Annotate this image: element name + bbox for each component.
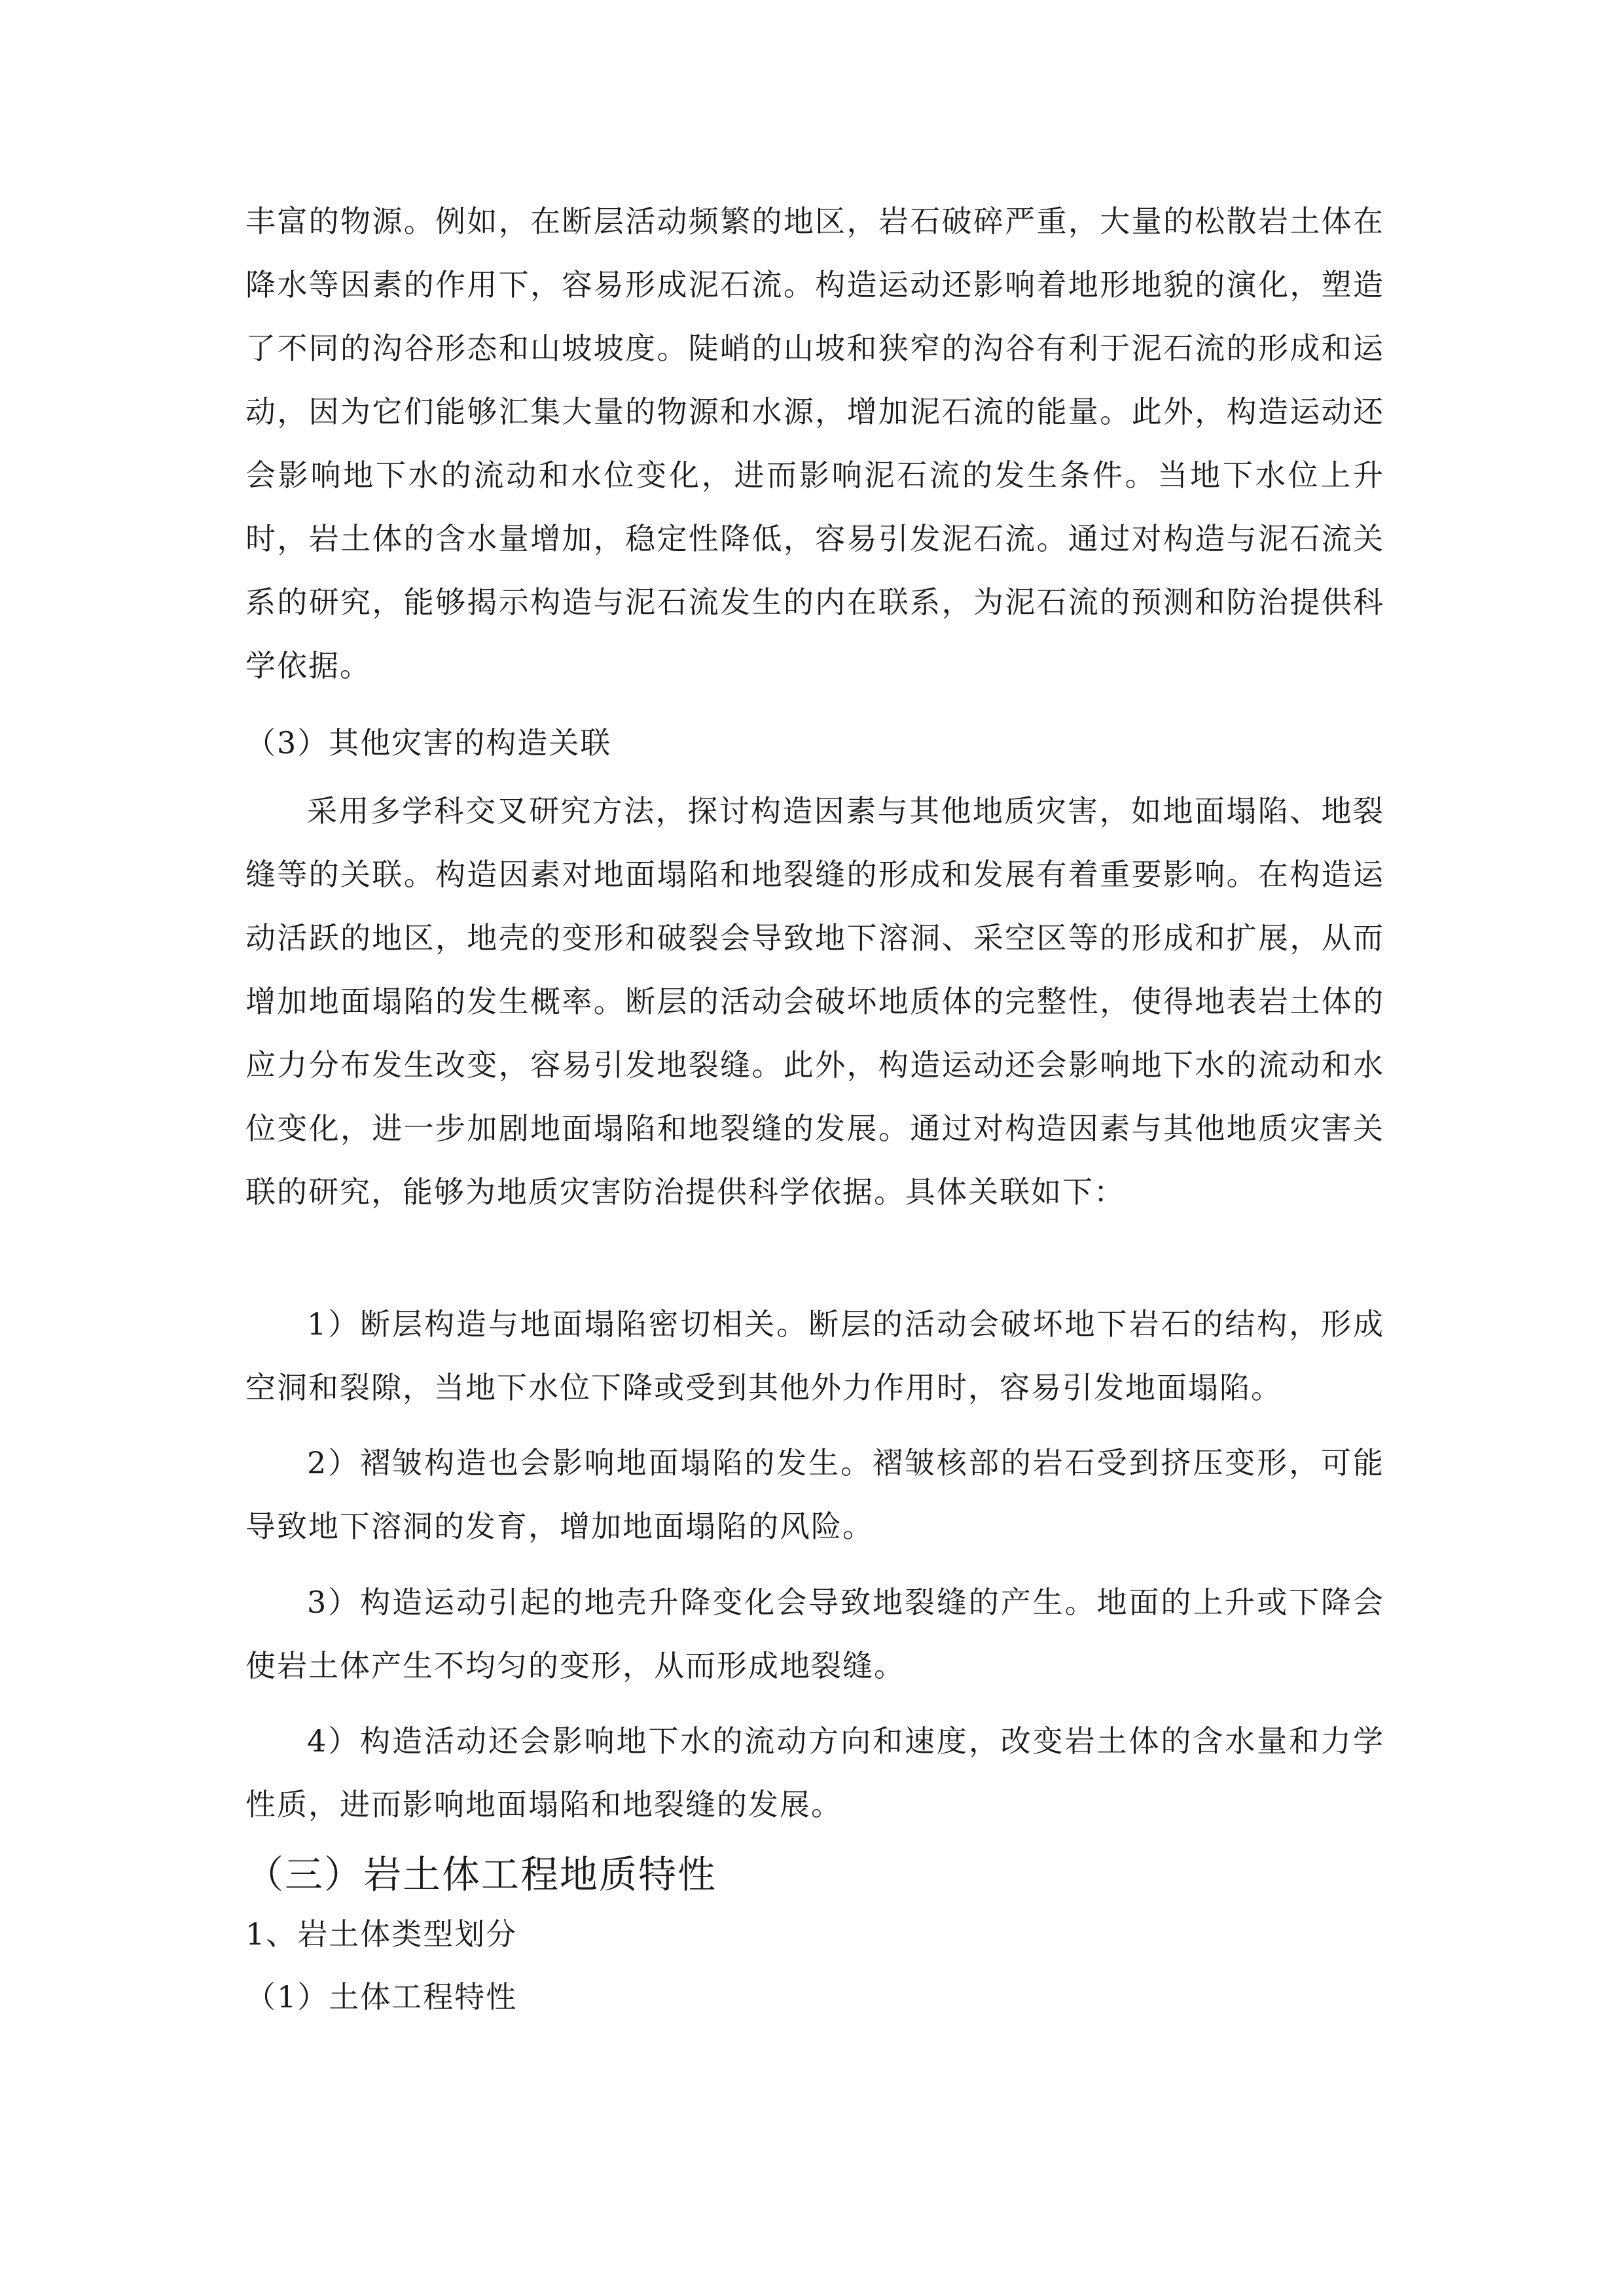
subheading-soil-properties: （1）土体工程特性 xyxy=(245,1979,518,2015)
section-heading-geotechnical: （三）岩土体工程地质特性 xyxy=(245,1852,717,1897)
subheading-other-hazards: （3）其他灾害的构造关联 xyxy=(245,725,612,761)
heading-rock-soil-classification: 1、岩土体类型划分 xyxy=(245,1916,518,1952)
list-item-2: 2）褶皱构造也会影响地面塌陷的发生。褶皱核部的岩石受到挤压变形，可能导致地下溶洞的发育，增加地面塌陷的风险。 xyxy=(245,1445,1384,1544)
list-item-4: 4）构造活动还会影响地下水的流动方向和速度，改变岩土体的含水量和力学性质，进而影响地面塌陷和地裂缝的发展。 xyxy=(245,1723,1384,1822)
list-item-1: 1）断层构造与地面塌陷密切相关。断层的活动会破坏地下岩石的结构，形成空洞和裂隙，当地下水位下降或受到其他外力作用时，容易引发地面塌陷。 xyxy=(245,1306,1384,1405)
list-item-3: 3）构造运动引起的地壳升降变化会导致地裂缝的产生。地面的上升或下降会使岩土体产生不均匀的变形，从而形成地裂缝。 xyxy=(245,1585,1384,1683)
paragraph-debris-flow-tectonics: 丰富的物源。例如，在断层活动频繁的地区，岩石破碎严重，大量的松散岩土体在降水等因素的作用下，容易形成泥石流。构造运动还影响着地形地貌的演化，塑造了不同的沟谷形态和山坡坡度。陡峭的山坡和狭窄的沟谷有利于泥石流的形成和运动，因为它们能够汇集大量的物源和水源，增加泥石流的能量。此外，构造运动还会影响地下水的流动和水位变化，进而影响泥石流的发生条件。当地下水位上升时，岩土体的含水量增加，稳定性降低，容易引发泥石流。通过对构造与泥石流关系的研究，能够揭示构造与泥石流发生的内在联系，为泥石流的预测和防治提供科学依据。 xyxy=(245,204,1384,683)
paragraph-other-hazards: 采用多学科交叉研究方法，探讨构造因素与其他地质灾害，如地面塌陷、地裂缝等的关联。构造因素对地面塌陷和地裂缝的形成和发展有着重要影响。在构造运动活跃的地区，地壳的变形和破裂会导致地下溶洞、采空区等的形成和扩展，从而增加地面塌陷的发生概率。断层的活动会破坏地质体的完整性，使得地表岩土体的应力分布发生改变，容易引发地裂缝。此外，构造运动还会影响地下水的流动和水位变化，进一步加剧地面塌陷和地裂缝的发展。通过对构造因素与其他地质灾害关联的研究，能够为地质灾害防治提供科学依据。具体关联如下： xyxy=(245,793,1384,1210)
